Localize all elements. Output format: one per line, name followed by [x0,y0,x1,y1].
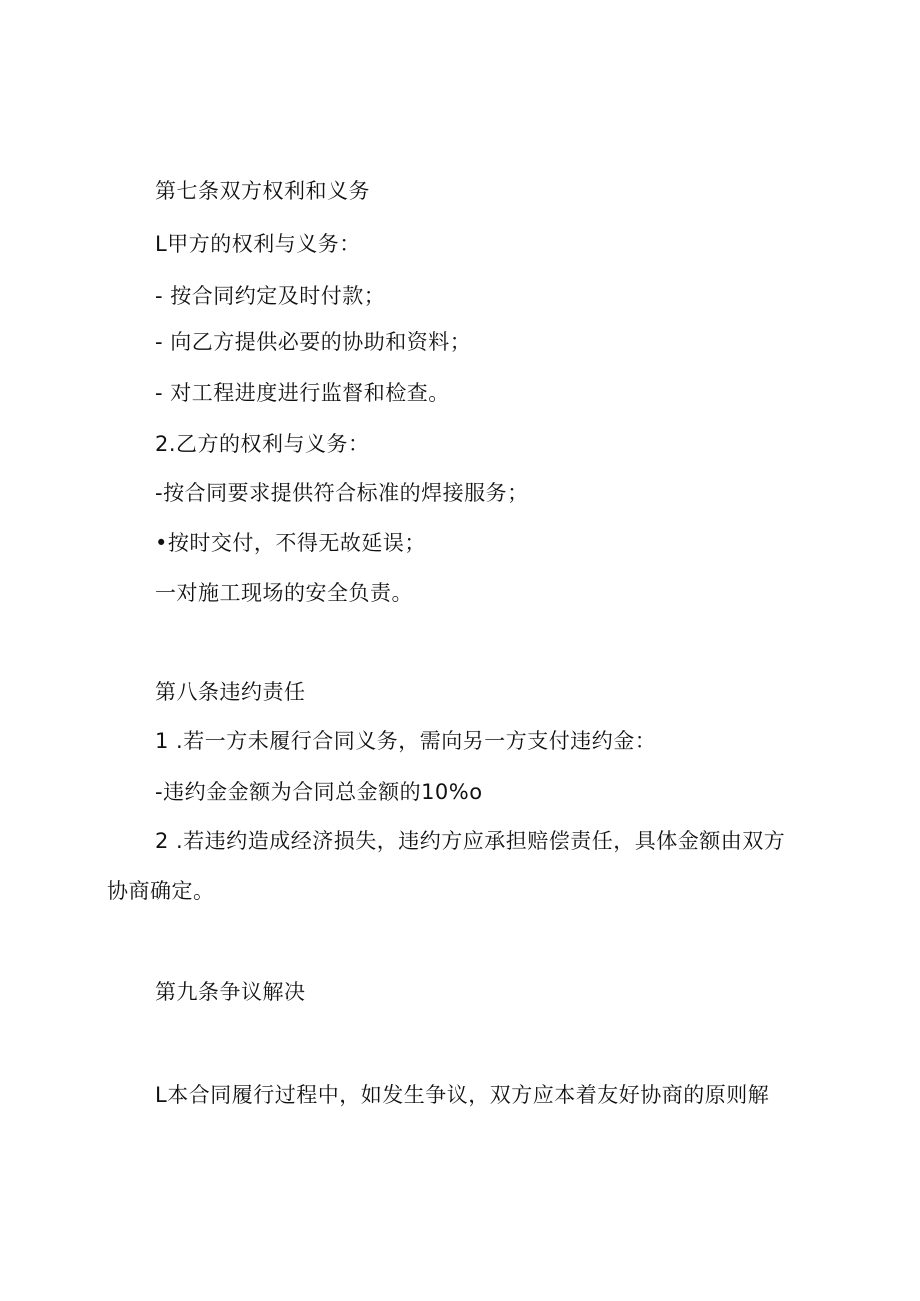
party-a-item: - 对工程进度进行监督和检查。 [155,381,450,405]
party-b-item: •按时交付，不得无故延误； [155,531,426,555]
article-9-clause-1: L本合同履行过程中，如发生争议，双方应本着友好协商的原则解 [155,1083,770,1107]
article-7-heading: 第七条双方权利和义务 [155,179,370,203]
article-8-clause-2: 2 .若违约造成经济损失，违约方应承担赔偿责任，具体金额由双方 [155,829,786,853]
article-8-clause-1: 1 .若一方未履行合同义务，需向另一方支付违约金： [155,729,657,753]
article-8-heading: 第八条违约责任 [155,680,306,704]
article-8-clause-1-sub: -违约金金额为合同总金额的10%o [155,780,483,804]
party-b-item: 一对施工现场的安全负责。 [155,581,413,605]
party-a-title: L甲方的权利与义务： [155,232,361,256]
article-8-clause-2-continued: 协商确定。 [107,879,215,903]
party-a-item: - 按合同约定及时付款； [155,284,386,308]
party-b-title: 2.乙方的权利与义务： [155,432,370,456]
party-b-item: -按合同要求提供符合标准的焊接服务； [155,481,529,505]
article-9-heading: 第九条争议解决 [155,980,306,1004]
party-a-item: - 向乙方提供必要的协助和资料； [155,330,472,354]
